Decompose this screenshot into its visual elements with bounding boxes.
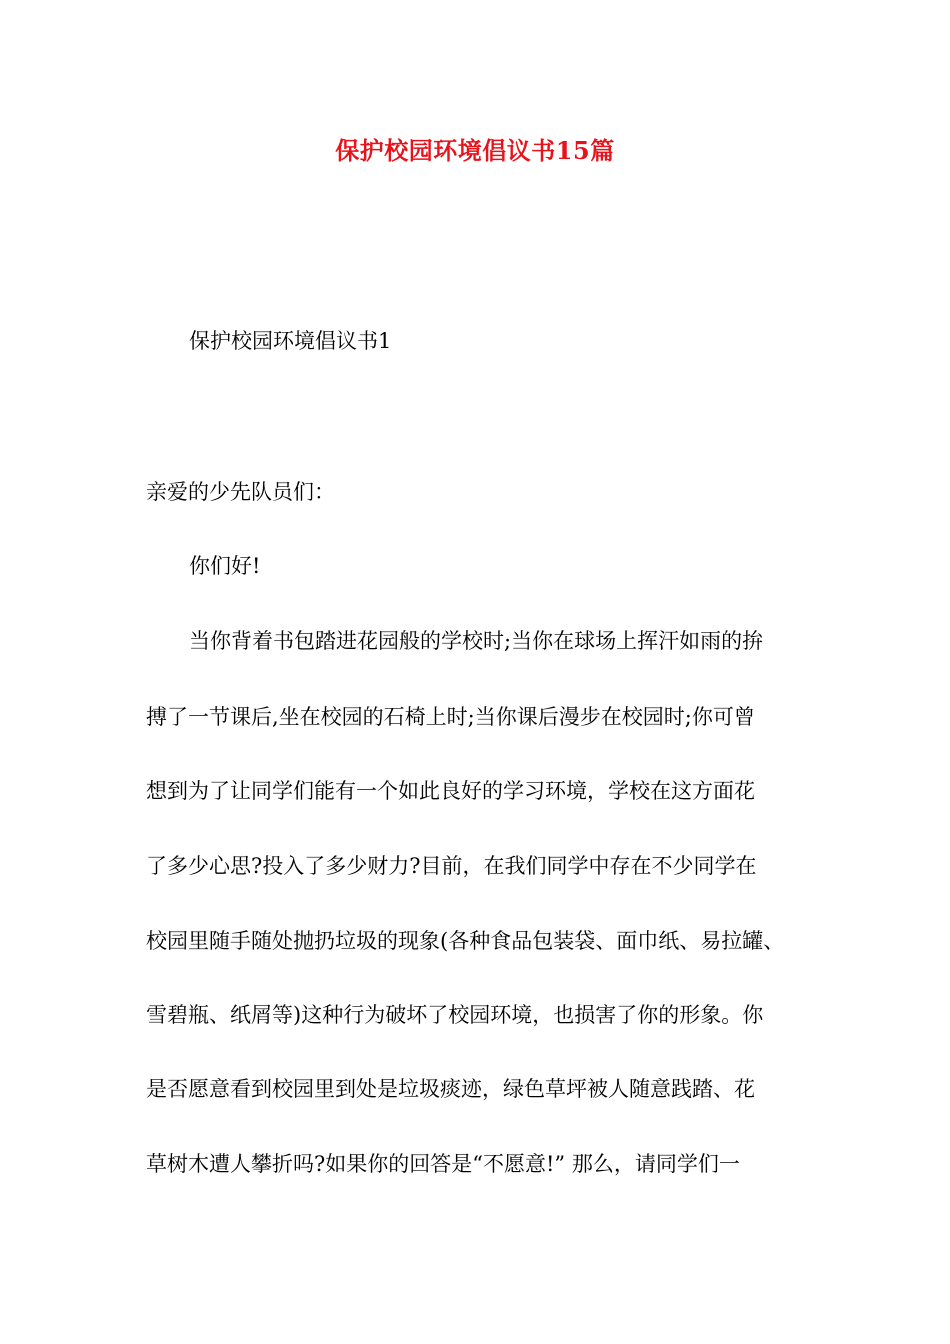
body-line: 校园里随手随处抛扔垃圾的现象(各种食品包装袋、面巾纸、易拉罐、: [146, 929, 785, 953]
greeting: 你们好!: [189, 554, 261, 578]
body-line: 雪碧瓶、纸屑等)这种行为破坏了校园环境，也损害了你的形象。你: [146, 1003, 764, 1027]
body-line: 是否愿意看到校园里到处是垃圾痰迹，绿色草坪被人随意践踏、花: [146, 1077, 755, 1101]
body-line: 草树木遭人攀折吗?如果你的回答是“不愿意!” 那么，请同学们一: [146, 1152, 740, 1176]
body-line: 搏了一节课后,坐在校园的石椅上时;当你课后漫步在校园时;你可曾: [146, 705, 755, 729]
section-heading: 保护校园环境倡议书1: [189, 329, 392, 353]
body-line: 当你背着书包踏进花园般的学校时;当你在球场上挥汗如雨的拚: [189, 629, 764, 653]
salutation: 亲爱的少先队员们：: [146, 480, 335, 504]
body-line: 想到为了让同学们能有一个如此良好的学习环境，学校在这方面花: [146, 779, 755, 803]
body-line: 了多少心思?投入了多少财力?目前，在我们同学中存在不少同学在: [146, 854, 757, 878]
document-title: 保护校园环境倡议书15篇: [335, 136, 615, 165]
